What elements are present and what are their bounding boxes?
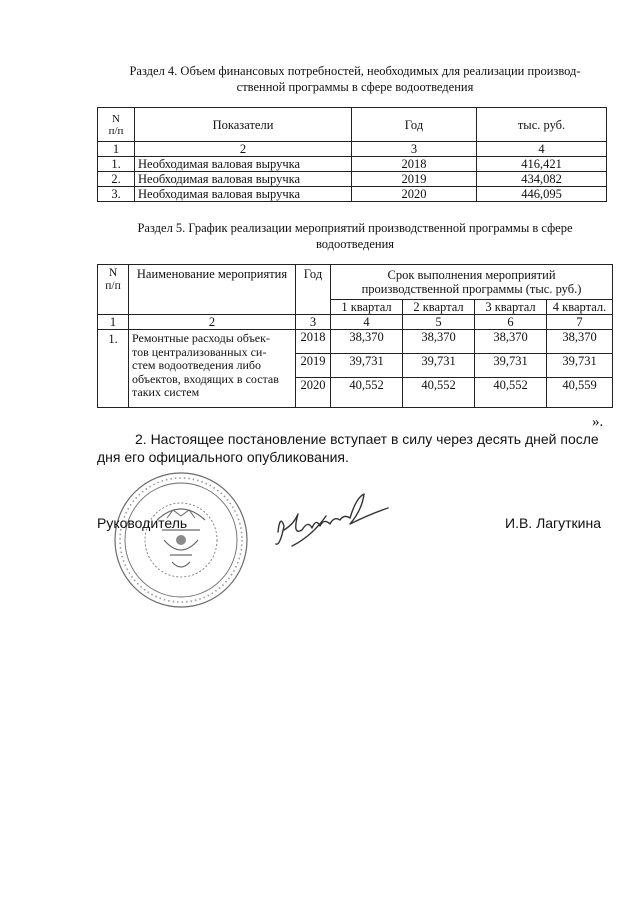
row-q3: 40,552 [475,378,547,408]
row-year: 2020 [296,378,331,408]
row-year: 2019 [296,354,331,378]
row-q1: 39,731 [331,354,403,378]
s5-header-period: Срок выполнения мероприятий производственной программы (тыс. руб.) [331,265,613,300]
section5-title-line2: водоотведения [315,237,395,251]
table-row [98,172,607,187]
row-indicator: Необходимая валовая выручка [135,157,352,172]
s5-num-7: 7 [547,315,613,330]
s4-header-n: N п/п [98,108,135,142]
s4-num-2: 2 [135,142,352,157]
row-q4: 38,370 [547,330,613,354]
row-year: 2018 [296,330,331,354]
section4-title-line1: Раздел 4. Объем финансовых потребностей, необходимых для реализации производ- [129,64,581,78]
s5-header-q4: 4 квартал. [547,300,613,315]
row-number: 2. [98,172,135,187]
row-q1: 40,552 [331,378,403,408]
row-q2: 40,552 [403,378,475,408]
signatory-name: И.В. Лагуткина [505,515,602,531]
s5-num-5: 5 [403,315,475,330]
section4-table [97,107,607,202]
row-value: 434,082 [477,172,607,187]
handwritten-signature-icon [270,490,400,560]
activity-name [129,330,296,408]
closing-quote: ». [592,414,604,430]
row-number: 1. [98,330,129,408]
row-q3: 38,370 [475,330,547,354]
row-number: 1. [98,157,135,172]
section5-table [97,264,613,408]
s4-num-1: 1 [98,142,135,157]
row-q4: 40,559 [547,378,613,408]
effective-date-paragraph: 2. Настоящее постановление вступает в силу через десять дней после дня его официального опубликования. [97,431,599,465]
s5-header-q3: 3 квартал [475,300,547,315]
s4-num-3: 3 [352,142,477,157]
row-value: 446,095 [477,187,607,202]
s5-header-name: Наименование мероприятия [129,265,296,315]
activity-name-line: объектов, входящих в состав [132,371,279,386]
table-row [98,157,607,172]
s5-header-q2: 2 квартал [403,300,475,315]
section5-title-line1: Раздел 5. График реализации мероприятий производственной программы в сфере [137,221,573,235]
activity-name-line: тов централизованных си- [132,344,267,359]
row-value: 416,421 [477,157,607,172]
row-q1: 38,370 [331,330,403,354]
section5-title [100,220,610,252]
row-number: 3. [98,187,135,202]
section4-title [100,63,610,95]
row-indicator: Необходимая валовая выручка [135,172,352,187]
s4-num-4: 4 [477,142,607,157]
s5-num-1: 1 [98,315,129,330]
s5-header-n: N п/п [98,265,129,315]
s4-header-year: Год [352,108,477,142]
activity-name-line: таких систем [132,385,200,399]
table-row [98,330,613,354]
row-year: 2020 [352,187,477,202]
s5-header-q1: 1 квартал [331,300,403,315]
s5-num-4: 4 [331,315,403,330]
official-seal-icon [112,470,250,610]
row-q4: 39,731 [547,354,613,378]
signature-role: Руководитель [97,515,188,531]
s5-num-3: 3 [296,315,331,330]
table-row [98,187,607,202]
s4-header-indicator: Показатели [135,108,352,142]
s4-header-value: тыс. руб. [477,108,607,142]
activity-name-line: Ремонтные расходы объек- [132,331,270,345]
activity-name-line: стем водоотведения либо [132,358,261,372]
s5-num-6: 6 [475,315,547,330]
row-q3: 39,731 [475,354,547,378]
row-q2: 39,731 [403,354,475,378]
row-year: 2018 [352,157,477,172]
row-q2: 38,370 [403,330,475,354]
row-year: 2019 [352,172,477,187]
row-indicator: Необходимая валовая выручка [135,187,352,202]
s5-num-2: 2 [129,315,296,330]
section4-title-line2: ственной программы в сфере водоотведения [236,80,474,94]
s5-header-year: Год [296,265,331,315]
